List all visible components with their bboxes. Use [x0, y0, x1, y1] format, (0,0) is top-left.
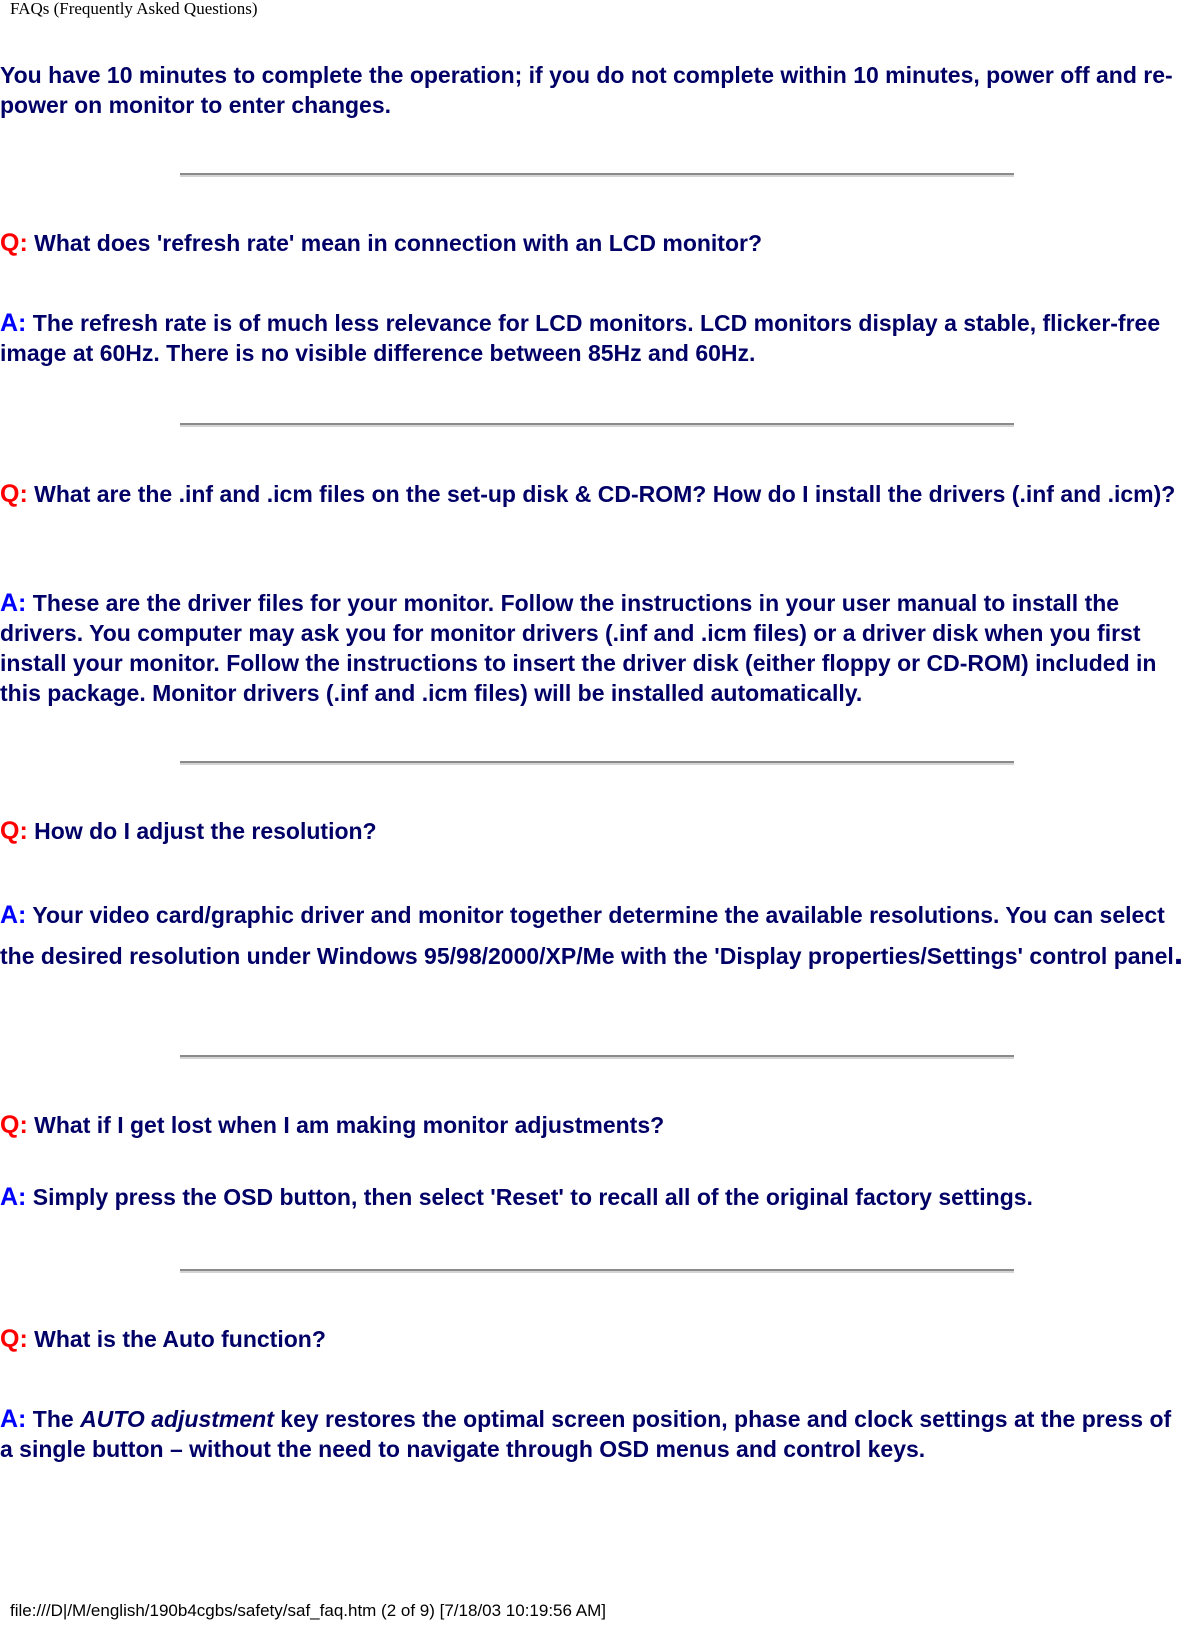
answer-text: These are the driver files for your monitor. Follow the instructions in your user manual to install the drivers. You computer may ask you for monitor drivers (.inf and .icm files) or a driver disk when you first install your monitor. Follow the instructions to insert the driver disk (either floppy or CD-ROM) included in this package. Monitor drivers (.inf and .icm files) will be installed automatically. [0, 590, 1157, 706]
divider [180, 1269, 1014, 1273]
answer-text: The refresh rate is of much less relevance for LCD monitors. LCD monitors display a stable, flicker-free image at 60Hz. There is no visible difference between 85Hz and 60Hz. [0, 310, 1161, 366]
faq-answer-auto-function [0, 1404, 1186, 1464]
answer-text: key restores the optimal screen position, phase and clock settings at the press of a single button – without the need to navigate through OSD menus and control keys. [0, 1406, 1172, 1462]
faq-question-resolution [0, 816, 1186, 846]
faq-answer-resolution [0, 896, 1186, 975]
answer-marker: A: [0, 1405, 27, 1433]
answer-marker: A: [0, 901, 27, 929]
faq-answer-refresh-rate [0, 308, 1186, 368]
question-marker: Q: [0, 229, 28, 257]
answer-marker: A: [0, 1183, 27, 1211]
faq-question-lost-adjustments [0, 1110, 1186, 1140]
question-text: How do I adjust the resolution? [34, 818, 377, 844]
print-header-title: FAQs (Frequently Asked Questions) [10, 0, 258, 18]
question-marker: Q: [0, 1111, 28, 1139]
divider [180, 173, 1014, 177]
print-footer-url: file:///D|/M/english/190b4cgbs/safety/saf_faq.htm (2 of 9) [7/18/03 10:19:56 AM] [10, 1601, 606, 1620]
question-text: What if I get lost when I am making monitor adjustments? [34, 1112, 665, 1138]
question-text: What are the .inf and .icm files on the set-up disk & CD-ROM? How do I install the drivers (.inf and .icm)? [34, 481, 1176, 507]
faq-question-driver-files [0, 479, 1186, 509]
question-marker: Q: [0, 1325, 28, 1353]
question-text: What is the Auto function? [34, 1326, 326, 1352]
divider [180, 761, 1014, 765]
question-text: What does 'refresh rate' mean in connection with an LCD monitor? [34, 230, 763, 256]
question-marker: Q: [0, 817, 28, 845]
divider [180, 1055, 1014, 1059]
auto-adjustment-key-name: AUTO adjustment [80, 1406, 274, 1432]
faq-question-auto-function [0, 1324, 1186, 1354]
faq-answer-lost-adjustments [0, 1182, 1186, 1212]
answer-end-period: . [1173, 934, 1184, 972]
answer-prefix: The [32, 1406, 74, 1432]
intro-paragraph [0, 60, 1186, 120]
faq-answer-driver-files [0, 588, 1186, 708]
answer-text: Simply press the OSD button, then select 'Reset' to recall all of the original factory settings. [32, 1184, 1033, 1210]
answer-text: Your video card/graphic driver and monitor together determine the available resolutions. You can select the desired resolution under Windows 95/98/2000/XP/Me with the 'Display properties/Settings' control panel [0, 902, 1174, 969]
answer-marker: A: [0, 309, 27, 337]
question-marker: Q: [0, 480, 28, 508]
intro-text: You have 10 minutes to complete the operation; if you do not complete within 10 minutes, power off and re-power on monitor to enter changes. [0, 62, 1173, 118]
divider [180, 423, 1014, 427]
faq-question-refresh-rate [0, 228, 1186, 258]
answer-marker: A: [0, 589, 27, 617]
